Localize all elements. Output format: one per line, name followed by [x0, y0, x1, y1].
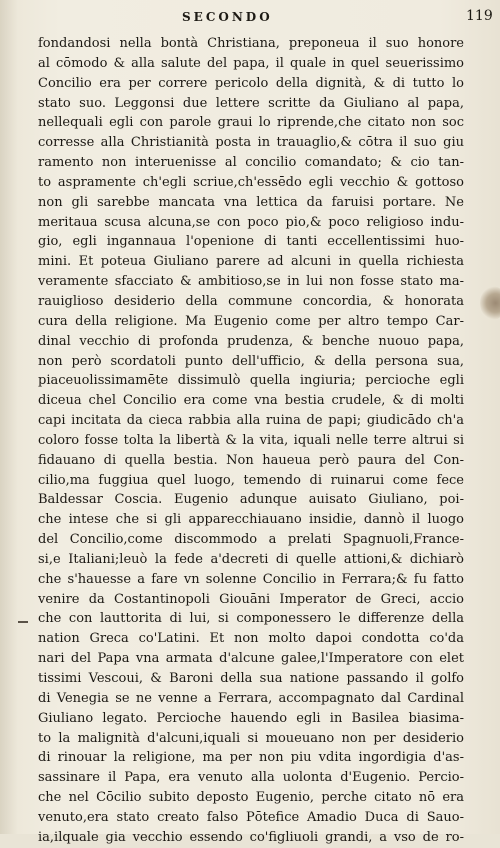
- text-line: veramente sfacciato & ambitioso,se in lui non fosse stato ma-: [38, 274, 464, 290]
- text-line: Concilio era per correre pericolo della dignità, & di tutto lo: [38, 75, 464, 91]
- text-line: rauiglioso desiderio della commune concordia, & honorata: [38, 293, 464, 309]
- text-line: che intese che si gli apparecchiauano insidie, dannò il luogo: [38, 512, 464, 528]
- text-line: fidauano di quella bestia. Non haueua però paura del Con-: [38, 452, 464, 468]
- text-line: venire da Costantinopoli Giouāni Imperator de Greci, accio: [38, 591, 464, 607]
- text-line: stato suo. Leggonsi due lettere scritte da Giuliano al papa,: [38, 95, 464, 111]
- text-line: al cōmodo & alla salute del papa, il quale in quel seuerissimo: [38, 55, 464, 71]
- text-line: che s'hauesse a fare vn solenne Concilio in Ferrara;& fu fatto: [38, 571, 464, 587]
- text-line: to la malignità d'alcuni,iquali si moueuano non per desiderio: [38, 730, 464, 746]
- running-head: SECONDO: [182, 10, 273, 24]
- text-line: piaceuolissimamēte dissimulò quella ingiuria; percioche egli: [38, 373, 464, 389]
- body-text: [38, 34, 464, 848]
- margin-mark: [18, 621, 28, 623]
- page-header: [0, 8, 500, 30]
- text-line: tissimi Vescoui, & Baroni della sua natione passando il golfo: [38, 671, 464, 686]
- text-line: corresse alla Christianità posta in trauaglio,& cōtra il suo giu: [38, 135, 464, 151]
- text-line: che nel Cōcilio subito deposto Eugenio, perche citato nō era: [38, 790, 464, 806]
- text-line: nari del Papa vna armata d'alcune galee,l'Imperatore con elet: [38, 651, 464, 667]
- text-line: di rinouar la religione, ma per non piu vdita ingordigia d'as-: [38, 750, 464, 766]
- text-line: si,e Italiani;leuò la fede a'decreti di quelle attioni,& dichiarò: [38, 551, 464, 567]
- text-line: che con lauttorita di lui, si componessero le differenze della: [38, 611, 464, 627]
- text-line: di Venegia se ne venne a Ferrara, accompagnato dal Cardinal: [38, 690, 464, 706]
- text-line: non però scordatoli punto dell'ufficio, & della persona sua,: [38, 353, 464, 369]
- text-line: gio, egli ingannaua l'openione di tanti eccellentissimi huo-: [38, 234, 464, 250]
- page-number: 119: [466, 8, 493, 24]
- text-line: diceua chel Concilio era come vna bestia crudele, & di molti: [38, 393, 464, 409]
- text-line: fondandosi nella bontà Christiana, preponeua il suo honore: [38, 36, 464, 51]
- text-line: cilio,ma fuggiua quel luogo, temendo di ruinarui come fece: [38, 472, 464, 488]
- text-line: ia,ilquale gia vecchio essendo co'figliuoli grandi, a vso de ro-: [38, 829, 464, 845]
- text-line: nellequali egli con parole graui lo riprende,che citato non soc: [38, 115, 464, 131]
- text-line: ramento non interuenisse al concilio comandato; & cio tan-: [38, 155, 464, 171]
- text-line: venuto,era stato creato falso Pōtefice Amadio Duca di Sauo-: [38, 809, 464, 825]
- text-line: mini. Et poteua Giuliano parere ad alcuni in quella richiesta: [38, 254, 464, 270]
- text-line: dinal vecchio di profonda prudenza, & benche nuouo papa,: [38, 333, 464, 349]
- text-line: non gli sarebbe mancata vna lettica da faruisi portare. Ne: [38, 194, 464, 210]
- text-line: capi incitata da cieca rabbia alla ruina de papi; giudicādo ch'a: [38, 413, 464, 429]
- text-line: cura della religione. Ma Eugenio come per altro tempo Car-: [38, 313, 464, 329]
- text-line: coloro fosse tolta la libertà & la vita, iquali nelle terre altrui si: [38, 432, 464, 448]
- text-line: to aspramente ch'egli scriue,ch'essēdo egli vecchio & gottoso: [38, 174, 464, 190]
- text-line: nation Greca co'Latini. Et non molto dapoi condotta co'da: [38, 631, 464, 647]
- text-line: Giuliano legato. Percioche hauendo egli in Basilea biasima-: [38, 710, 464, 726]
- text-line: del Concilio,come discommodo a prelati Spagnuoli,France-: [38, 532, 464, 548]
- text-line: sassinare il Papa, era venuto alla uolonta d'Eugenio. Percio-: [38, 770, 464, 786]
- text-line: Baldessar Coscia. Eugenio adunque auisato Giuliano, poi-: [38, 492, 464, 508]
- paper-stain: [480, 286, 500, 320]
- text-line: meritaua scusa alcuna,se con poco pio,& poco religioso indu-: [38, 214, 464, 230]
